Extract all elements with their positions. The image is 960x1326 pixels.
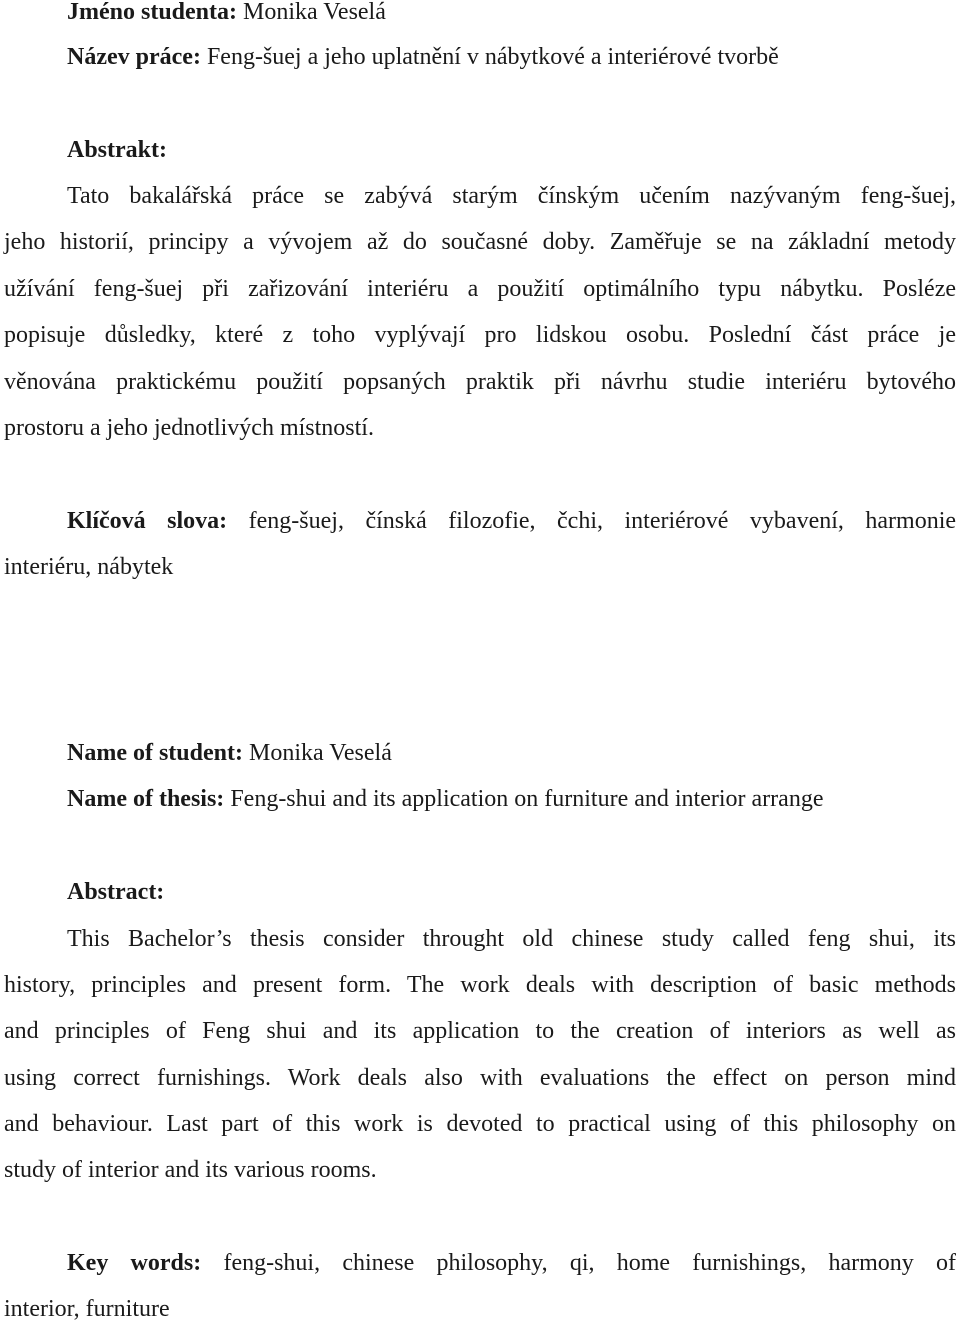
thesis-title-cz-value: Feng-šuej a jeho uplatnění v nábytkové a interiérové tvorbě	[206, 44, 779, 70]
abstract-en-line-2: history, principles and present form. The work deals with description of basic methods	[4, 972, 956, 998]
abstract-cz-line-4: popisuje důsledky, které z toho vyplývají pro lidskou osobu. Poslední část práce je	[4, 322, 956, 348]
abstract-cz-line-1: Tato bakalářská práce se zabývá starým čínským učením nazývaným feng-šuej,	[67, 183, 956, 209]
keywords-cz-line-2: interiéru, nábytek	[4, 554, 174, 580]
abstract-heading-en-text: Abstract:	[67, 879, 165, 905]
thesis-title-cz	[67, 42, 956, 72]
student-name-cz	[67, 0, 956, 27]
keywords-cz-line-1	[67, 506, 956, 536]
thesis-title-en-value: Feng-shui and its application on furniture and interior arrange	[230, 786, 824, 812]
keywords-en-label: Key words:	[67, 1250, 202, 1276]
abstract-en-line-5: and behaviour. Last part of this work is devoted to practical using of this philosophy on	[4, 1111, 956, 1137]
keywords-cz-text-1: feng-šuej, čínská filozofie, čchi, interiérové vybavení, harmonie	[248, 508, 957, 534]
student-name-en	[67, 738, 956, 768]
student-name-cz-label: Jméno studenta:	[67, 0, 238, 25]
thesis-title-en-label: Name of thesis:	[67, 786, 225, 812]
abstract-cz-line-6: prostoru a jeho jednotlivých místností.	[4, 415, 374, 441]
abstract-en-line-6: study of interior and its various rooms.	[4, 1157, 377, 1183]
keywords-en-text-1: feng-shui, chinese philosophy, qi, home furnishings, harmony of	[223, 1250, 957, 1276]
abstract-heading-cz-text: Abstrakt:	[67, 137, 167, 163]
abstract-en-line-1: This Bachelor’s thesis consider throught old chinese study called feng shui, its	[67, 926, 956, 952]
abstract-cz-line-2: jeho historií, principy a vývojem až do současné doby. Zaměřuje se na základní metody	[4, 229, 956, 255]
student-name-cz-value: Monika Veselá	[243, 0, 386, 25]
student-name-en-label: Name of student:	[67, 740, 243, 766]
abstract-heading-en	[67, 877, 956, 907]
keywords-en-line-1	[67, 1248, 956, 1278]
abstract-heading-cz	[67, 135, 956, 165]
abstract-en-line-4: using correct furnishings. Work deals also with evaluations the effect on person mind	[4, 1065, 956, 1091]
student-name-en-value: Monika Veselá	[248, 740, 392, 766]
keywords-cz-label: Klíčová slova:	[67, 508, 228, 534]
abstract-cz-line-3: užívání feng-šuej při zařizování interiéru a použití optimálního typu nábytku. Posléze	[4, 276, 956, 302]
abstract-cz-line-5: věnována praktickému použití popsaných praktik při návrhu studie interiéru bytového	[4, 369, 956, 395]
thesis-title-cz-label: Název práce:	[67, 44, 201, 70]
keywords-en-line-2: interior, furniture	[4, 1296, 170, 1322]
thesis-title-en	[67, 784, 956, 814]
abstract-en-line-3: and principles of Feng shui and its application to the creation of interiors as well as	[4, 1018, 956, 1044]
